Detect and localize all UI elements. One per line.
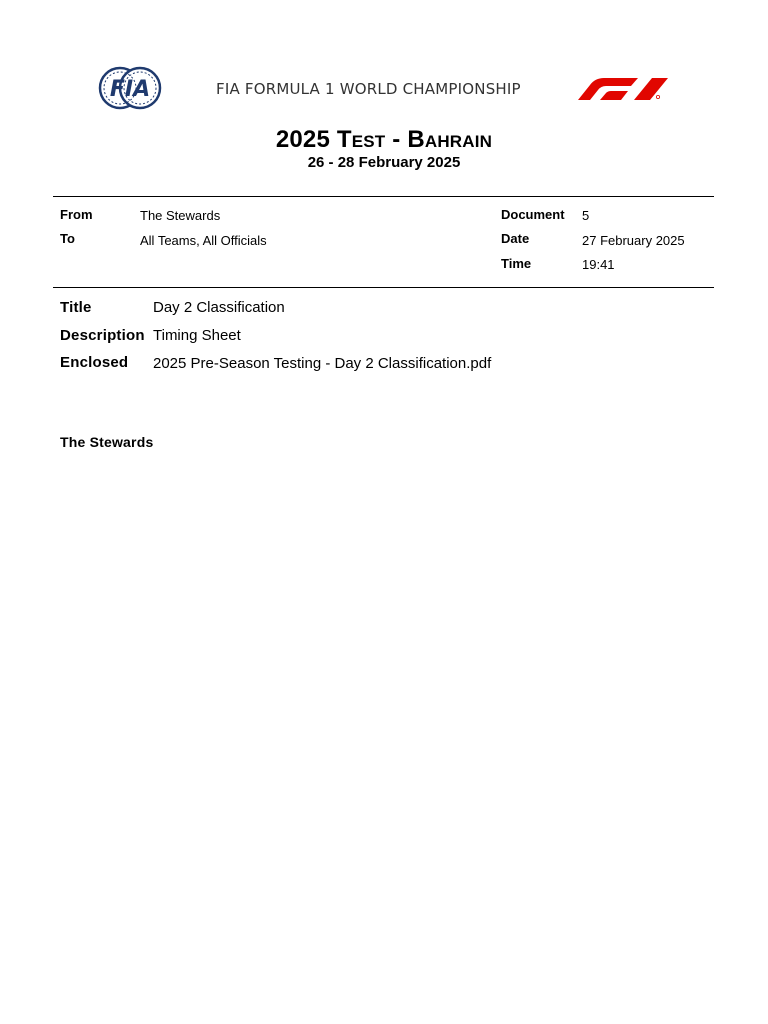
championship-title: FIA FORMULA 1 WORLD CHAMPIONSHIP xyxy=(216,80,521,98)
divider-top xyxy=(53,196,714,197)
time-value: 19:41 xyxy=(582,257,615,272)
f1-logo-icon xyxy=(576,76,670,102)
from-label: From xyxy=(60,207,93,222)
svg-text:FIA: FIA xyxy=(109,77,151,102)
fia-logo-icon xyxy=(98,66,162,110)
description-value: Timing Sheet xyxy=(153,327,241,344)
title-value: Day 2 Classification xyxy=(153,299,285,316)
document-label: Document xyxy=(501,207,565,222)
document-header xyxy=(0,60,768,120)
from-value: The Stewards xyxy=(140,208,221,223)
divider-bottom xyxy=(53,287,714,288)
to-value: All Teams, All Officials xyxy=(140,233,267,248)
enclosed-value[interactable]: 2025 Pre-Season Testing - Day 2 Classification.pdf xyxy=(153,355,492,372)
title-label: Title xyxy=(60,299,92,316)
description-label: Description xyxy=(60,327,145,344)
enclosed-label: Enclosed xyxy=(60,354,129,371)
date-value: 27 February 2025 xyxy=(582,233,685,248)
event-dates: 26 - 28 February 2025 xyxy=(307,154,461,171)
to-label: To xyxy=(60,231,75,246)
document-value: 5 xyxy=(582,208,590,223)
time-label: Time xyxy=(501,256,532,271)
signature: The Stewards xyxy=(60,434,154,450)
date-label: Date xyxy=(501,231,530,246)
event-title: 2025 Test - Bahrain xyxy=(275,126,493,153)
